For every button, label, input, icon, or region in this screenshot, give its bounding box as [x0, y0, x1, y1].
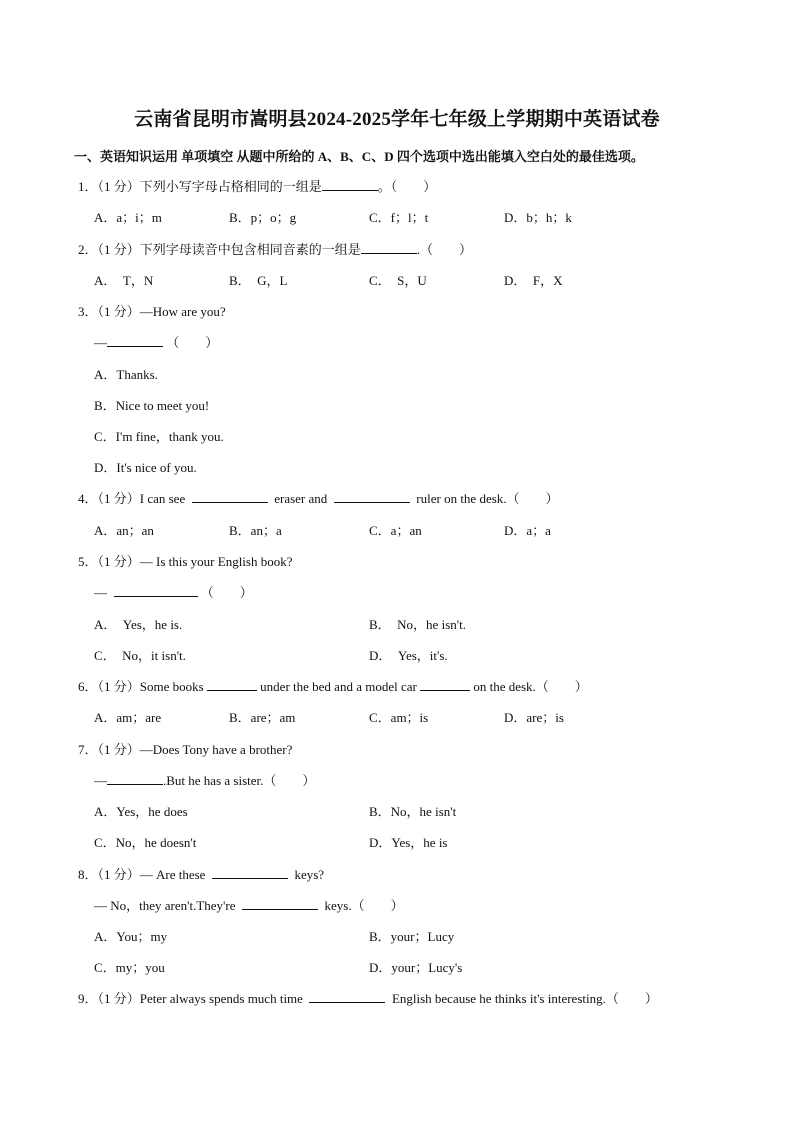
question-7-stem: 7．（1 分）—Does Tony have a brother? [78, 742, 293, 757]
answer-blank[interactable] [361, 241, 417, 254]
question-2-option-c[interactable]: C． S，U [369, 273, 427, 288]
question-6-stem-middle: under the bed and a model car [260, 679, 417, 694]
answer-blank[interactable] [107, 334, 163, 347]
question-1-option-d[interactable]: D．b；h；k [504, 210, 572, 225]
answer-blank[interactable] [322, 178, 378, 191]
answer-blank-2[interactable] [334, 490, 410, 503]
question-8-reply [94, 895, 404, 914]
question-8-option-d[interactable]: D．your；Lucy's [369, 960, 463, 975]
question-4-stem-middle: eraser and [274, 491, 328, 506]
question-5-reply-dash: — [94, 585, 107, 600]
question-2-stem-start: 2．（1 分）下列字母读音中包含相同音素的一组是 [78, 242, 361, 257]
question-3-option-d[interactable]: D．It's nice of you. [94, 460, 197, 475]
page-title: 云南省昆明市嵩明县2024-2025学年七年级上学期期中英语试卷 [134, 109, 660, 130]
question-6-stem-start: 6．（1 分）Some books [78, 679, 204, 694]
question-3-option-a[interactable]: A．Thanks. [94, 367, 158, 382]
question-4-option-b[interactable]: B．an；a [229, 523, 282, 538]
question-5-option-b[interactable]: B． No，he isn't. [369, 617, 466, 632]
question-6-option-a[interactable]: A．am；are [94, 710, 162, 725]
question-8-stem-end: keys? [294, 867, 325, 882]
answer-blank-1[interactable] [212, 866, 288, 879]
question-2 [78, 239, 472, 258]
question-6-option-b[interactable]: B．are；am [229, 710, 296, 725]
question-5-option-a[interactable]: A． Yes，he is. [94, 617, 183, 632]
question-3-option-b[interactable]: B．Nice to meet you! [94, 398, 210, 413]
question-1-stem-end: 。（ ） [377, 179, 437, 194]
question-8-option-b[interactable]: B．your；Lucy [369, 929, 455, 944]
question-8-reply-end: keys.（ ） [324, 898, 404, 913]
question-6 [78, 676, 588, 695]
question-3-reply-end: （ ） [166, 335, 219, 350]
question-5-stem: 5．（1 分）— Is this your English book? [78, 554, 293, 569]
question-2-option-b[interactable]: B． G，L [229, 273, 288, 288]
question-7-option-a[interactable]: A．Yes，he does [94, 804, 188, 819]
question-6-stem-end: on the desk.（ ） [473, 679, 588, 694]
question-2-option-a[interactable]: A． T，N [94, 273, 154, 288]
question-7-reply [94, 770, 315, 789]
question-1-option-b[interactable]: B．p；o；g [229, 210, 297, 225]
answer-blank-1[interactable] [192, 490, 268, 503]
question-5-option-d[interactable]: D． Yes，it's. [369, 648, 448, 663]
question-4-stem-end: ruler on the desk.（ ） [416, 491, 559, 506]
question-4-option-d[interactable]: D．a；a [504, 523, 551, 538]
question-5-reply [94, 582, 253, 601]
question-7-reply-dash: — [94, 773, 107, 788]
question-1-stem-start: 1．（1 分）下列小写字母占格相同的一组是 [78, 179, 322, 194]
question-8-option-c[interactable]: C．my；you [94, 960, 165, 975]
question-1-option-c[interactable]: C．f；l；t [369, 210, 429, 225]
question-8-stem-start: 8．（1 分）— Are these [78, 867, 206, 882]
question-7-option-c[interactable]: C．No，he doesn't [94, 835, 197, 850]
question-6-option-d[interactable]: D．are；is [504, 710, 564, 725]
question-8-stem [78, 864, 324, 883]
question-9-stem-start: 9．（1 分）Peter always spends much time [78, 991, 303, 1006]
question-2-option-d[interactable]: D． F，X [504, 273, 563, 288]
question-5-option-c[interactable]: C． No，it isn't. [94, 648, 186, 663]
question-9 [78, 988, 658, 1007]
answer-blank-1[interactable] [207, 678, 257, 691]
question-7-reply-end: .But he has a sister.（ ） [163, 773, 316, 788]
question-1 [78, 176, 436, 195]
question-1-option-a[interactable]: A．a；i；m [94, 210, 162, 225]
question-7-option-d[interactable]: D．Yes，he is [369, 835, 448, 850]
question-3-reply [94, 332, 218, 351]
question-5-reply-end: （ ） [200, 585, 253, 600]
question-7-option-b[interactable]: B．No，he isn't [369, 804, 457, 819]
answer-blank[interactable] [309, 990, 385, 1003]
question-4 [78, 488, 559, 507]
answer-blank[interactable] [114, 584, 198, 597]
question-4-option-a[interactable]: A．an；an [94, 523, 154, 538]
question-4-stem-start: 4．（1 分）I can see [78, 491, 186, 506]
answer-blank-2[interactable] [420, 678, 470, 691]
question-4-option-c[interactable]: C．a；an [369, 523, 422, 538]
answer-blank[interactable] [107, 772, 163, 785]
question-8-reply-start: — No，they aren't.They're [94, 898, 236, 913]
answer-blank-2[interactable] [242, 897, 318, 910]
question-9-stem-end: English because he thinks it's interesting.（ ） [391, 991, 658, 1006]
question-2-stem-end: .（ ） [416, 242, 473, 257]
question-6-option-c[interactable]: C．am；is [369, 710, 429, 725]
question-3-stem: 3．（1 分）—How are you? [78, 304, 226, 319]
question-3-option-c[interactable]: C．I'm fine，thank you. [94, 429, 224, 444]
section-heading: 一、英语知识运用 单项填空 从题中所给的 A、B、C、D 四个选项中选出能填入空白处的最佳选项。 [74, 149, 644, 164]
question-8-option-a[interactable]: A．You；my [94, 929, 168, 944]
question-3-reply-dash: — [94, 335, 107, 350]
